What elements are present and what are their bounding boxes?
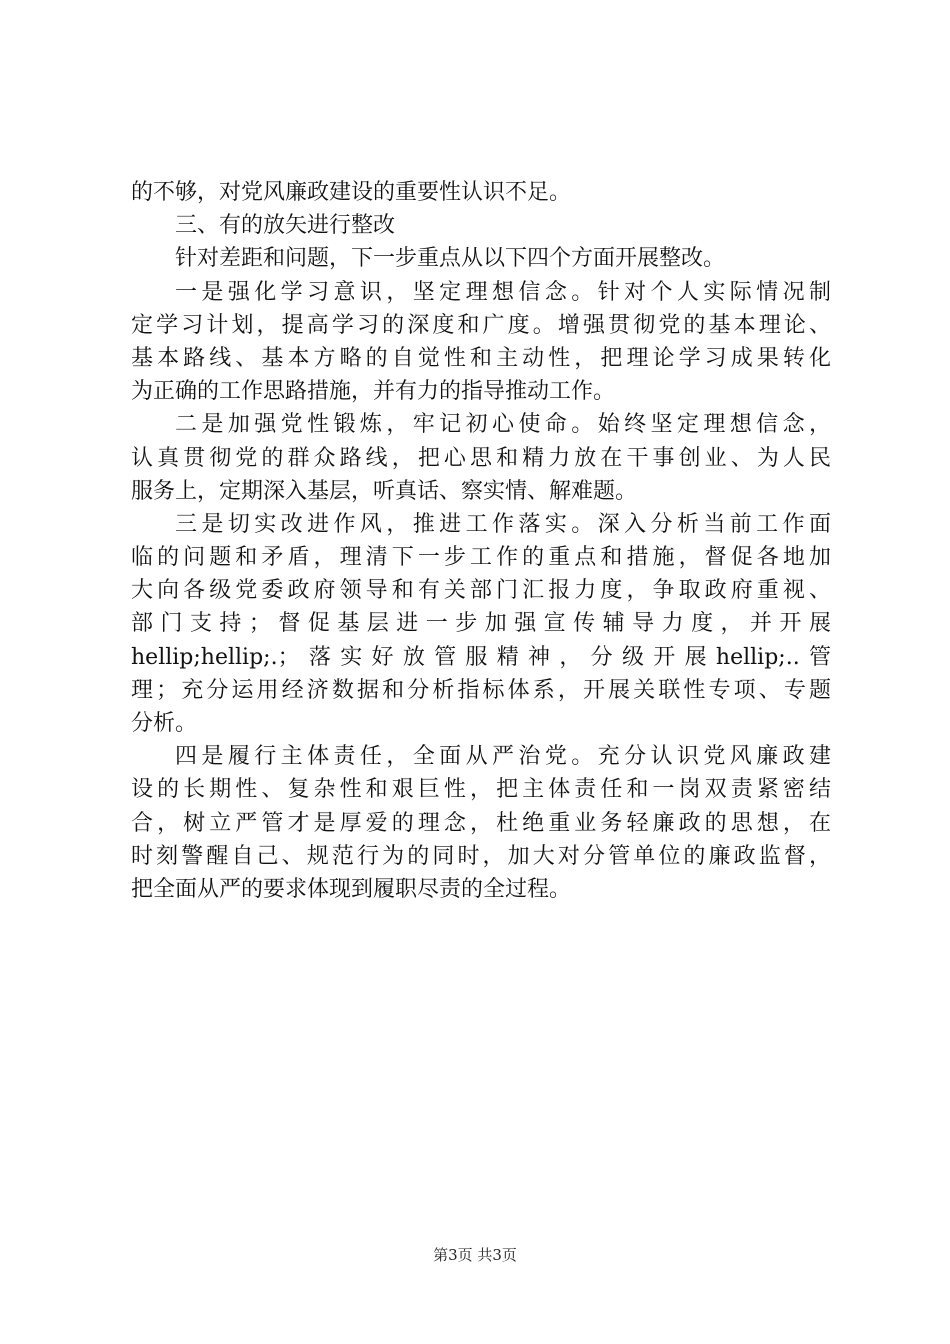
text-line: 大向各级党委政府领导和有关部门汇报力度，争取政府重视、	[131, 578, 831, 604]
page-footer: 第3页 共3页	[433, 1246, 517, 1264]
text-line: 针对差距和问题，下一步重点从以下四个方面开展整改。	[175, 246, 726, 272]
document-body	[131, 176, 831, 906]
text-line: 为正确的工作思路措施，并有力的指导推动工作。	[131, 379, 616, 405]
text-line: 设的长期性、复杂性和艰巨性，把主体责任和一岗双责紧密结	[131, 777, 831, 803]
text-line: 认真贯彻党的群众路线，把心思和精力放在干事创业、为人民	[131, 445, 831, 471]
text-line: 把全面从严的要求体现到履职尽责的全过程。	[131, 876, 572, 902]
text-line: 的不够，对党风廉政建设的重要性认识不足。	[131, 180, 572, 205]
text-line: 一是强化学习意识，坚定理想信念。针对个人实际情况制	[175, 279, 831, 305]
text-line: hellip;hellip;.；落实好放管服精神，分级开展hellip;..管	[131, 644, 831, 670]
text-line: 定学习计划，提高学习的深度和广度。增强贯彻党的基本理论、	[131, 312, 831, 338]
text-line: 四是履行主体责任，全面从严治党。充分认识党风廉政建	[175, 744, 831, 770]
text-line: 三、有的放矢进行整改	[175, 213, 396, 239]
text-line: 二是加强党性锻炼，牢记初心使命。始终坚定理想信念，	[175, 412, 831, 438]
text-line: 基本路线、基本方略的自觉性和主动性，把理论学习成果转化	[131, 345, 831, 371]
text-line: 时刻警醒自己、规范行为的同时，加大对分管单位的廉政监督，	[131, 843, 831, 869]
text-line: 理；充分运用经济数据和分析指标体系，开展关联性专项、专题	[131, 677, 831, 703]
text-line: 服务上，定期深入基层，听真话、察实情、解难题。	[131, 478, 638, 504]
text-line: 三是切实改进作风，推进工作落实。深入分析当前工作面	[175, 511, 831, 537]
text-line: 临的问题和矛盾，理清下一步工作的重点和措施，督促各地加	[131, 545, 831, 571]
text-line: 分析。	[131, 711, 198, 736]
text-line: 合，树立严管才是厚爱的理念，杜绝重业务轻廉政的思想，在	[131, 810, 831, 836]
text-line: 部门支持；督促基层进一步加强宣传辅导力度，并开展	[131, 611, 831, 637]
